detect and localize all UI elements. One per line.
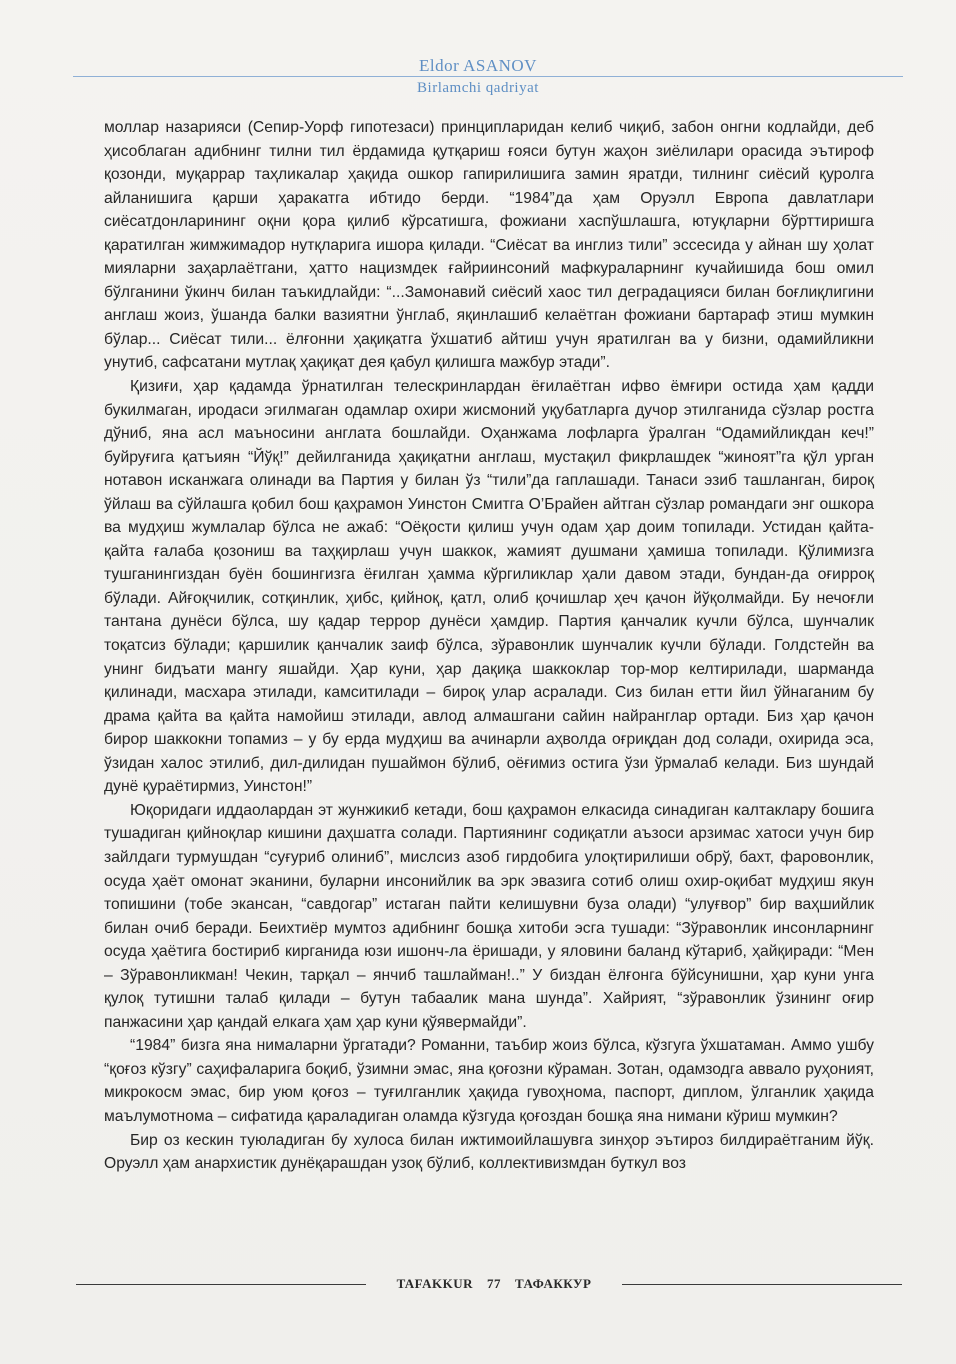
footer-text bbox=[370, 1274, 618, 1294]
header-rule bbox=[73, 76, 903, 77]
paragraph: Қизиғи, ҳар қадамда ўрнатилган телескринлардан ёғилаётган ифво ёмғири остида ҳам қадди букилмаган, иродаси эгилмаган одамлар охири жисмоний уқубатларга дучор этилганида сўзлар ростга дўниб, яна асл маъносини англата бошлайди. Оҳанжама лофларга ўралган “Одамийликдан кеч!” буйруғига қатъиян “Йўқ!” дейилганида ҳақиқатни англаш, мустақил фикрлашдек “жиноят”га қўл урган нотавон исканжага олинади ва Партия у билан ўз “тили”да гаплашади. Танаси эзиб ташланган, бироқ ўйлаш ва сўйлашга қобил бош қаҳрамон Уинстон Смитга О’Брайен айтган сўзлар романдаги энг ошкора ва мудҳиш жумлалар бўлса не ажаб: “Оёқости қилиш учун одам ҳар доим топилади. Устидан қайта-қайта ғалаба қозониш ва таҳқирлаш учун шаккок, жамият душмани ҳамиша топилади. Қўлимизга тушганингиздан буён бошингизга ёғилган ҳамма кўргиликлар ҳали давом этади, бундан-да оғирроқ бўлади. Айғоқчилик, сотқинлик, ҳибс, қийноқ, қатл, олиб қочишлар ҳеч қачон йўқолмайди. Бу нечоғли тантана дунёси бўлса, шу қадар террор дунёси ҳамдир. Партия қанчалик кучли бўлса, шунчалик тоқатсиз бўлади; қаршилик қанчалик заиф бўлса, зўравонлик шунчалик кучли бўлади. Голдстейн ва унинг бидъати мангу яшайди. Ҳар куни, ҳар дақиқа шаккоклар тор-мор келтирилади, шарманда қилинади, масхара этилади, камситилади – бироқ улар асралади. Сиз билан етти йил ўйнаганим бу драма қайта ва қайта намойиш этилади, авлод алмашгани сайин найранглар ортади. Биз ҳар қачон бирор шаккокни топамиз – у бу ерда мудҳиш ва ачинарли аҳволда оғриқдан дод солади, охирида эса, ўзидан халос этилиб, дил-дилидан пушаймон бўлиб, оёғимиз остига ўзи ўрмалаб келади. Биз шундай дунё қураётирмиз, Уинстон!” bbox=[104, 378, 874, 796]
article-body bbox=[104, 116, 874, 1176]
running-header bbox=[0, 56, 956, 76]
footer-title-cyrillic: ТАФАККУР bbox=[515, 1276, 592, 1291]
header-author: Eldor ASANOV bbox=[419, 56, 537, 75]
paragraph: Юқоридаги иддаолардан эт жунжикиб кетади, бош қаҳрамон елкасида синадиган калтаклару бошига тушадиган қийноқлар кишини даҳшатга солади. Партиянинг содиқатли аъзоси арзимас хатоси учун бир зайлдаги турмушдан “суғуриб олиниб”, мислсиз азоб гирдобига улоқтирилиши обрў, бахт, фаровонлик, осуда ҳаёт омонат эканини, буларни инсонийлик ва эрк эвазига сотиб олиш охир-оқибат мудҳиш якун топишини (тобе экансан, “савдогар” истаган пайти келишувни буза олади) “улуғвор” бир ваҳшийлик билан очиб беради. Беихтиёр мумтоз адибнинг бошқа хитоби эсга тушади: “Зўравонлик инсонларнинг осуда ҳаётига бостириб кирганида юзи ишонч-ла ёришади, у яловини баланд кўтариб, ҳайқиради: “Мен – Зўравонликман! Чекин, тарқал – янчиб ташлайман!..” У биздан ёлғонга бўйсунишни, ҳар куни унга қулоқ тутишни талаб қилади – бутун табаалик мана шунда”. Хайрият, “зўравонлик ўзининг оғир панжасини ҳар қандай елкага ҳам ҳар куни қўявермайди”. bbox=[104, 801, 874, 1031]
header-subtitle: Birlamchi qadriyat bbox=[417, 80, 539, 96]
paragraph: “1984” бизга яна нималарни ўргатади? Романни, таъбир жоиз бўлса, кўзгуга ўхшатаман. Аммо ушбу “қоғоз кўзгу” саҳифаларига боқиб, ўзимни эмас, яна қоғозни кўраман. Зотан, одамзодга аввало руҳоният, микрокосм эмас, бир уюм қоғоз – туғилганлик ҳақида гувоҳнома, паспорт, диплом, ўлганлик ҳақида маълумотнома – сифатида қараладиган оламда кўзгуда қоғоздан бошқа яна нимани кўриш мумкин? bbox=[104, 1037, 874, 1125]
page-number: 77 bbox=[487, 1276, 502, 1291]
footer-rule-left bbox=[76, 1284, 366, 1285]
paragraph: моллар назарияси (Сепир-Уорф гипотезаси) принципларидан келиб чиқиб, забон онгни кодлайди, деб ҳисоблаган адибнинг тилни тил ёрдамида қутқариш ғояси бутун жаҳон зиёлилари орасида эътироф қозонди, муқаррар таҳликалар ҳақида ошкор гапирилишига замин яратди, тилнинг сиёсий қуролга айланишига қарши ҳаракатга ибтидо берди. “1984”да ҳам Оруэлл Европа давлатлари сиёсатдонларининг оқни қора қилиб кўрсатишга, фожиани хаспўшлашга, ютуқларни бўрттиришга қаратилган жимжимадор нутқларига ишора қилади. “Сиёсат ва инглиз тили” эссесида у айнан шу ҳолат мияларни заҳарлаётгани, ҳатто нацизмдек ғайриинсоний мафкураларнинг кучайишида бош омил бўлганини ўкинч билан таъкидлайди: “...Замонавий сиёсий хаос тил деградацияси билан боғлиқлигини англаш жоиз, ўшанда балки вазиятни ўнглаб, яқинлашиб келаётган фожиани бартараф этиш мумкин бўлар... Сиёсат тили... ёлғонни ҳақиқатга ўхшатиб айтиш учун яратилган ва у бизни, одамийликни унутиб, сафсатани мутлақ ҳақиқат дея қабул қилишга мажбур этади”. bbox=[104, 119, 874, 372]
footer-title-latin: TAFAKKUR bbox=[396, 1276, 474, 1291]
paragraph: Бир оз кескин туюладиган бу хулоса билан ижтимоийлашувга зинҳор эътироз билдираётганим йўқ. Оруэлл ҳам анархистик дунёқарашдан узоқ бўлиб, коллективизмдан буткул воз bbox=[104, 1131, 874, 1173]
footer-rule-right bbox=[622, 1284, 902, 1285]
running-footer bbox=[0, 1274, 956, 1296]
